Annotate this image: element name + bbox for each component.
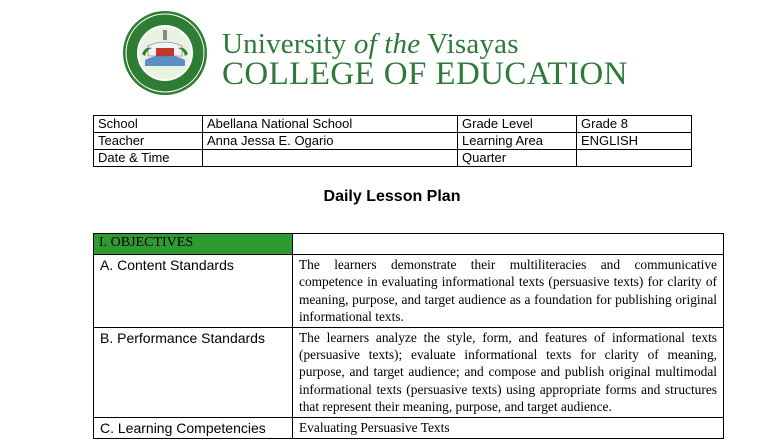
content-standards-text: The learners demonstrate their multiliteracies and communicative competence in evaluating informational texts (persuasive texts) for clarity of meaning, purpose, and target audience as a foundation for publishing original informational texts. — [293, 255, 724, 328]
lesson-info-table — [93, 115, 692, 167]
table-row — [94, 255, 724, 328]
teacher-label: Teacher — [94, 133, 203, 150]
school-value: Abellana National School — [203, 116, 458, 133]
table-row — [94, 150, 692, 167]
performance-standards-label: B. Performance Standards — [94, 327, 293, 417]
table-row — [94, 327, 724, 417]
college-name: COLLEGE OF EDUCATION — [222, 56, 628, 92]
table-row — [94, 116, 692, 133]
teacher-value: Anna Jessa E. Ogario — [203, 133, 458, 150]
learning-competencies-label: C. Learning Competencies — [94, 417, 293, 438]
table-row — [94, 133, 692, 150]
learning-area-value: ENGLISH — [577, 133, 692, 150]
objectives-heading: I. OBJECTIVES — [94, 234, 293, 255]
date-time-value — [203, 150, 458, 167]
grade-level-value: Grade 8 — [577, 116, 692, 133]
date-time-label: Date & Time — [94, 150, 203, 167]
table-row — [94, 234, 724, 255]
content-standards-label: A. Content Standards — [94, 255, 293, 328]
school-label: School — [94, 116, 203, 133]
university-name: University of the Visayas — [222, 28, 519, 60]
learning-area-label: Learning Area — [458, 133, 577, 150]
learning-competencies-text: Evaluating Persuasive Texts — [293, 417, 724, 438]
page-title: Daily Lesson Plan — [323, 188, 461, 205]
table-row — [94, 417, 724, 438]
performance-standards-text: The learners analyze the style, form, and features of informational texts (persuasive texts); evaluate informational texts for clarity of meaning, purpose, and target audience; and compose and publish original multimodal informational texts (persuasive texts) using appropriate forms and structures that represent their meaning, purpose, and target audience. — [293, 327, 724, 417]
grade-level-label: Grade Level — [458, 116, 577, 133]
document-header — [118, 10, 678, 96]
lesson-plan-table — [93, 233, 724, 439]
university-seal-icon — [118, 10, 214, 96]
quarter-value — [577, 150, 692, 167]
objectives-heading-blank — [293, 234, 724, 255]
quarter-label: Quarter — [458, 150, 577, 167]
